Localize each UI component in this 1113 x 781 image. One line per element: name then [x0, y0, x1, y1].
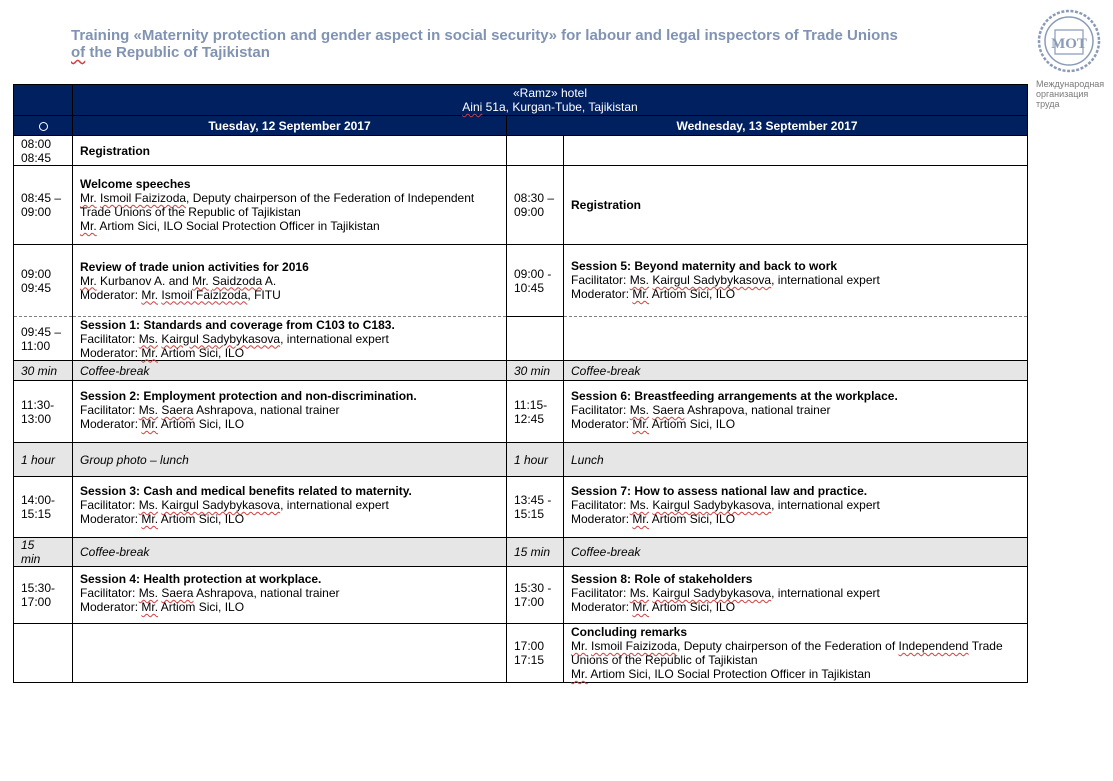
coffee-break-day1: Coffee-break	[73, 538, 507, 567]
title-of: of	[71, 44, 86, 61]
break-duration: 30 min	[507, 361, 564, 381]
clock-icon	[39, 122, 48, 131]
break-duration: 30 min	[14, 361, 73, 381]
table-row	[14, 361, 1028, 381]
session-title: Session 2: Employment protection and non-discrimination.	[80, 389, 417, 403]
empty-time-cell	[507, 317, 564, 361]
session-title: Session 8: Role of stakeholders	[571, 572, 753, 586]
hotel-name: «Ramz» hotel	[512, 86, 588, 100]
session-title: Session 7: How to assess national law and practice.	[571, 484, 868, 498]
time-cell: 09:00 - 10:45	[507, 245, 564, 317]
welcome-speeches-cell: Welcome speeches Mr. Ismoil Faizizoda, Deputy chairperson of the Federation of Independent Trade Unions of the Republic of Tajikistan Mr. Artiom Sici, ILO Social Protection Officer in Tajikistan	[73, 166, 507, 245]
day2-header: Wednesday, 13 September 2017	[507, 116, 1028, 136]
title-line-1: Training «Maternity protection and gender aspect in social security» for labour and legal inspectors of Trade Unions	[71, 27, 898, 44]
logo-caption-line: труда	[1036, 99, 1060, 109]
time-cell: 11:15- 12:45	[507, 381, 564, 443]
title-line-2-rest: the Republic of Tajikistan	[85, 44, 270, 61]
session7-cell: Session 7: How to assess national law and practice. Facilitator: Ms. Kairgul Sadybykasova, international expert Moderator: Mr. Artiom Sici, ILO	[564, 477, 1028, 538]
time-cell: 15:30 - 17:00	[507, 567, 564, 624]
table-row	[14, 477, 1028, 538]
logo-caption	[1036, 79, 1104, 109]
table-row	[14, 166, 1028, 245]
logo-caption-line: организация	[1036, 89, 1089, 99]
lunch-day2: Lunch	[564, 443, 1028, 477]
session1-cell: Session 1: Standards and coverage from C103 to C183. Facilitator: Ms. Kairgul Sadybykasova, international expert Moderator: Mr. Artiom Sici, ILO	[73, 317, 507, 361]
time-cell: 14:00- 15:15	[14, 477, 73, 538]
table-row	[14, 567, 1028, 624]
time-cell: 17:00 17:15	[507, 624, 564, 683]
review-cell: Review of trade union activities for 2016 Mr. Kurbanov A. and Mr. Saidzoda A. Moderator: Mr. Ismoil Faizizoda, FITU	[73, 245, 507, 317]
session4-cell: Session 4: Health protection at workplace. Facilitator: Ms. Saera Ashrapova, national trainer Moderator: Mr. Artiom Sici, ILO	[73, 567, 507, 624]
time-cell: 09:45 – 11:00	[14, 317, 73, 361]
coffee-break-day2: Coffee-break	[564, 361, 1028, 381]
table-row	[14, 381, 1028, 443]
time-cell: 08:45 – 09:00	[14, 166, 73, 245]
address-aini: Aini	[462, 100, 483, 114]
concluding-remarks-cell: Concluding remarks Mr. Ismoil Faizizoda, Deputy chairperson of the Federation of Independend Trade Unions of the Republic of Tajikistan Mr. Artiom Sici, ILO Social Protection Officer in Tajikistan	[564, 624, 1028, 683]
registration-day1: Registration	[73, 136, 507, 166]
empty-time-cell	[14, 624, 73, 683]
address-rest: 51a, Kurgan-Tube, Tajikistan	[482, 100, 638, 114]
table-row	[14, 443, 1028, 477]
lunch-day1: Group photo – lunch	[73, 443, 507, 477]
hotel-address	[73, 100, 1027, 114]
empty-time-cell	[507, 136, 564, 166]
session3-cell: Session 3: Cash and medical benefits related to maternity. Facilitator: Ms. Kairgul Sadybykasova, international expert Moderator: Mr. Artiom Sici, ILO	[73, 477, 507, 538]
time-cell: 15:30- 17:00	[14, 567, 73, 624]
time-column-header	[14, 116, 73, 136]
session2-cell: Session 2: Employment protection and non-discrimination. Facilitator: Ms. Saera Ashrapova, national trainer Moderator: Mr. Artiom Sici, ILO	[73, 381, 507, 443]
session5-cell: Session 5: Beyond maternity and back to work Facilitator: Ms. Kairgul Sadybykasova, international expert Moderator: Mr. Artiom Sici, ILO	[564, 245, 1028, 317]
empty-session-cell	[564, 136, 1028, 166]
logo-caption-line: Международная	[1036, 79, 1105, 89]
break-duration: 15 min	[507, 538, 564, 567]
empty-session-cell	[564, 317, 1028, 361]
coffee-break-day1: Coffee-break	[73, 361, 507, 381]
venue-corner-cell	[14, 85, 73, 116]
session-title: Session 5: Beyond maternity and back to work	[571, 259, 838, 273]
title-line-2	[71, 44, 971, 61]
table-row	[14, 624, 1028, 683]
session-title: Session 1: Standards and coverage from C103 to C183.	[80, 317, 395, 332]
session-title: Session 4: Health protection at workplace.	[80, 572, 322, 586]
time-cell: 09:00 09:45	[14, 245, 73, 317]
lunch-duration: 1 hour	[14, 443, 73, 477]
table-row	[14, 245, 1028, 317]
programme-table	[13, 84, 1028, 683]
table-row	[14, 136, 1028, 166]
logo-acronym: МОТ	[1051, 36, 1087, 52]
venue-header-row	[14, 85, 1028, 116]
document-title	[71, 27, 971, 61]
days-header-row	[14, 116, 1028, 136]
break-duration: 15 min	[14, 538, 73, 567]
session-title: Welcome speeches	[80, 177, 191, 191]
time-cell: 08:00 08:45	[14, 136, 73, 166]
session8-cell: Session 8: Role of stakeholders Facilitator: Ms. Kairgul Sadybykasova, international expert Moderator: Mr. Artiom Sici, ILO	[564, 567, 1028, 624]
session-title: Concluding remarks	[571, 625, 688, 639]
time-cell: 08:30 – 09:00	[507, 166, 564, 245]
session6-cell: Session 6: Breastfeeding arrangements at the workplace. Facilitator: Ms. Saera Ashrapova, national trainer Moderator: Mr. Artiom Sici, ILO	[564, 381, 1028, 443]
empty-session-cell	[73, 624, 507, 683]
table-row	[14, 317, 1028, 361]
venue-cell	[73, 85, 1028, 116]
day1-header: Tuesday, 12 September 2017	[73, 116, 507, 136]
time-cell: 11:30- 13:00	[14, 381, 73, 443]
table-row	[14, 538, 1028, 567]
time-cell: 13:45 - 15:15	[507, 477, 564, 538]
coffee-break-day2: Coffee-break	[564, 538, 1028, 567]
session-title: Session 6: Breastfeeding arrangements at the workplace.	[571, 389, 898, 403]
session-title: Session 3: Cash and medical benefits related to maternity.	[80, 484, 412, 498]
session-title: Review of trade union activities for 2016	[80, 259, 309, 274]
registration-day2: Registration	[564, 166, 1028, 245]
lunch-duration: 1 hour	[507, 443, 564, 477]
